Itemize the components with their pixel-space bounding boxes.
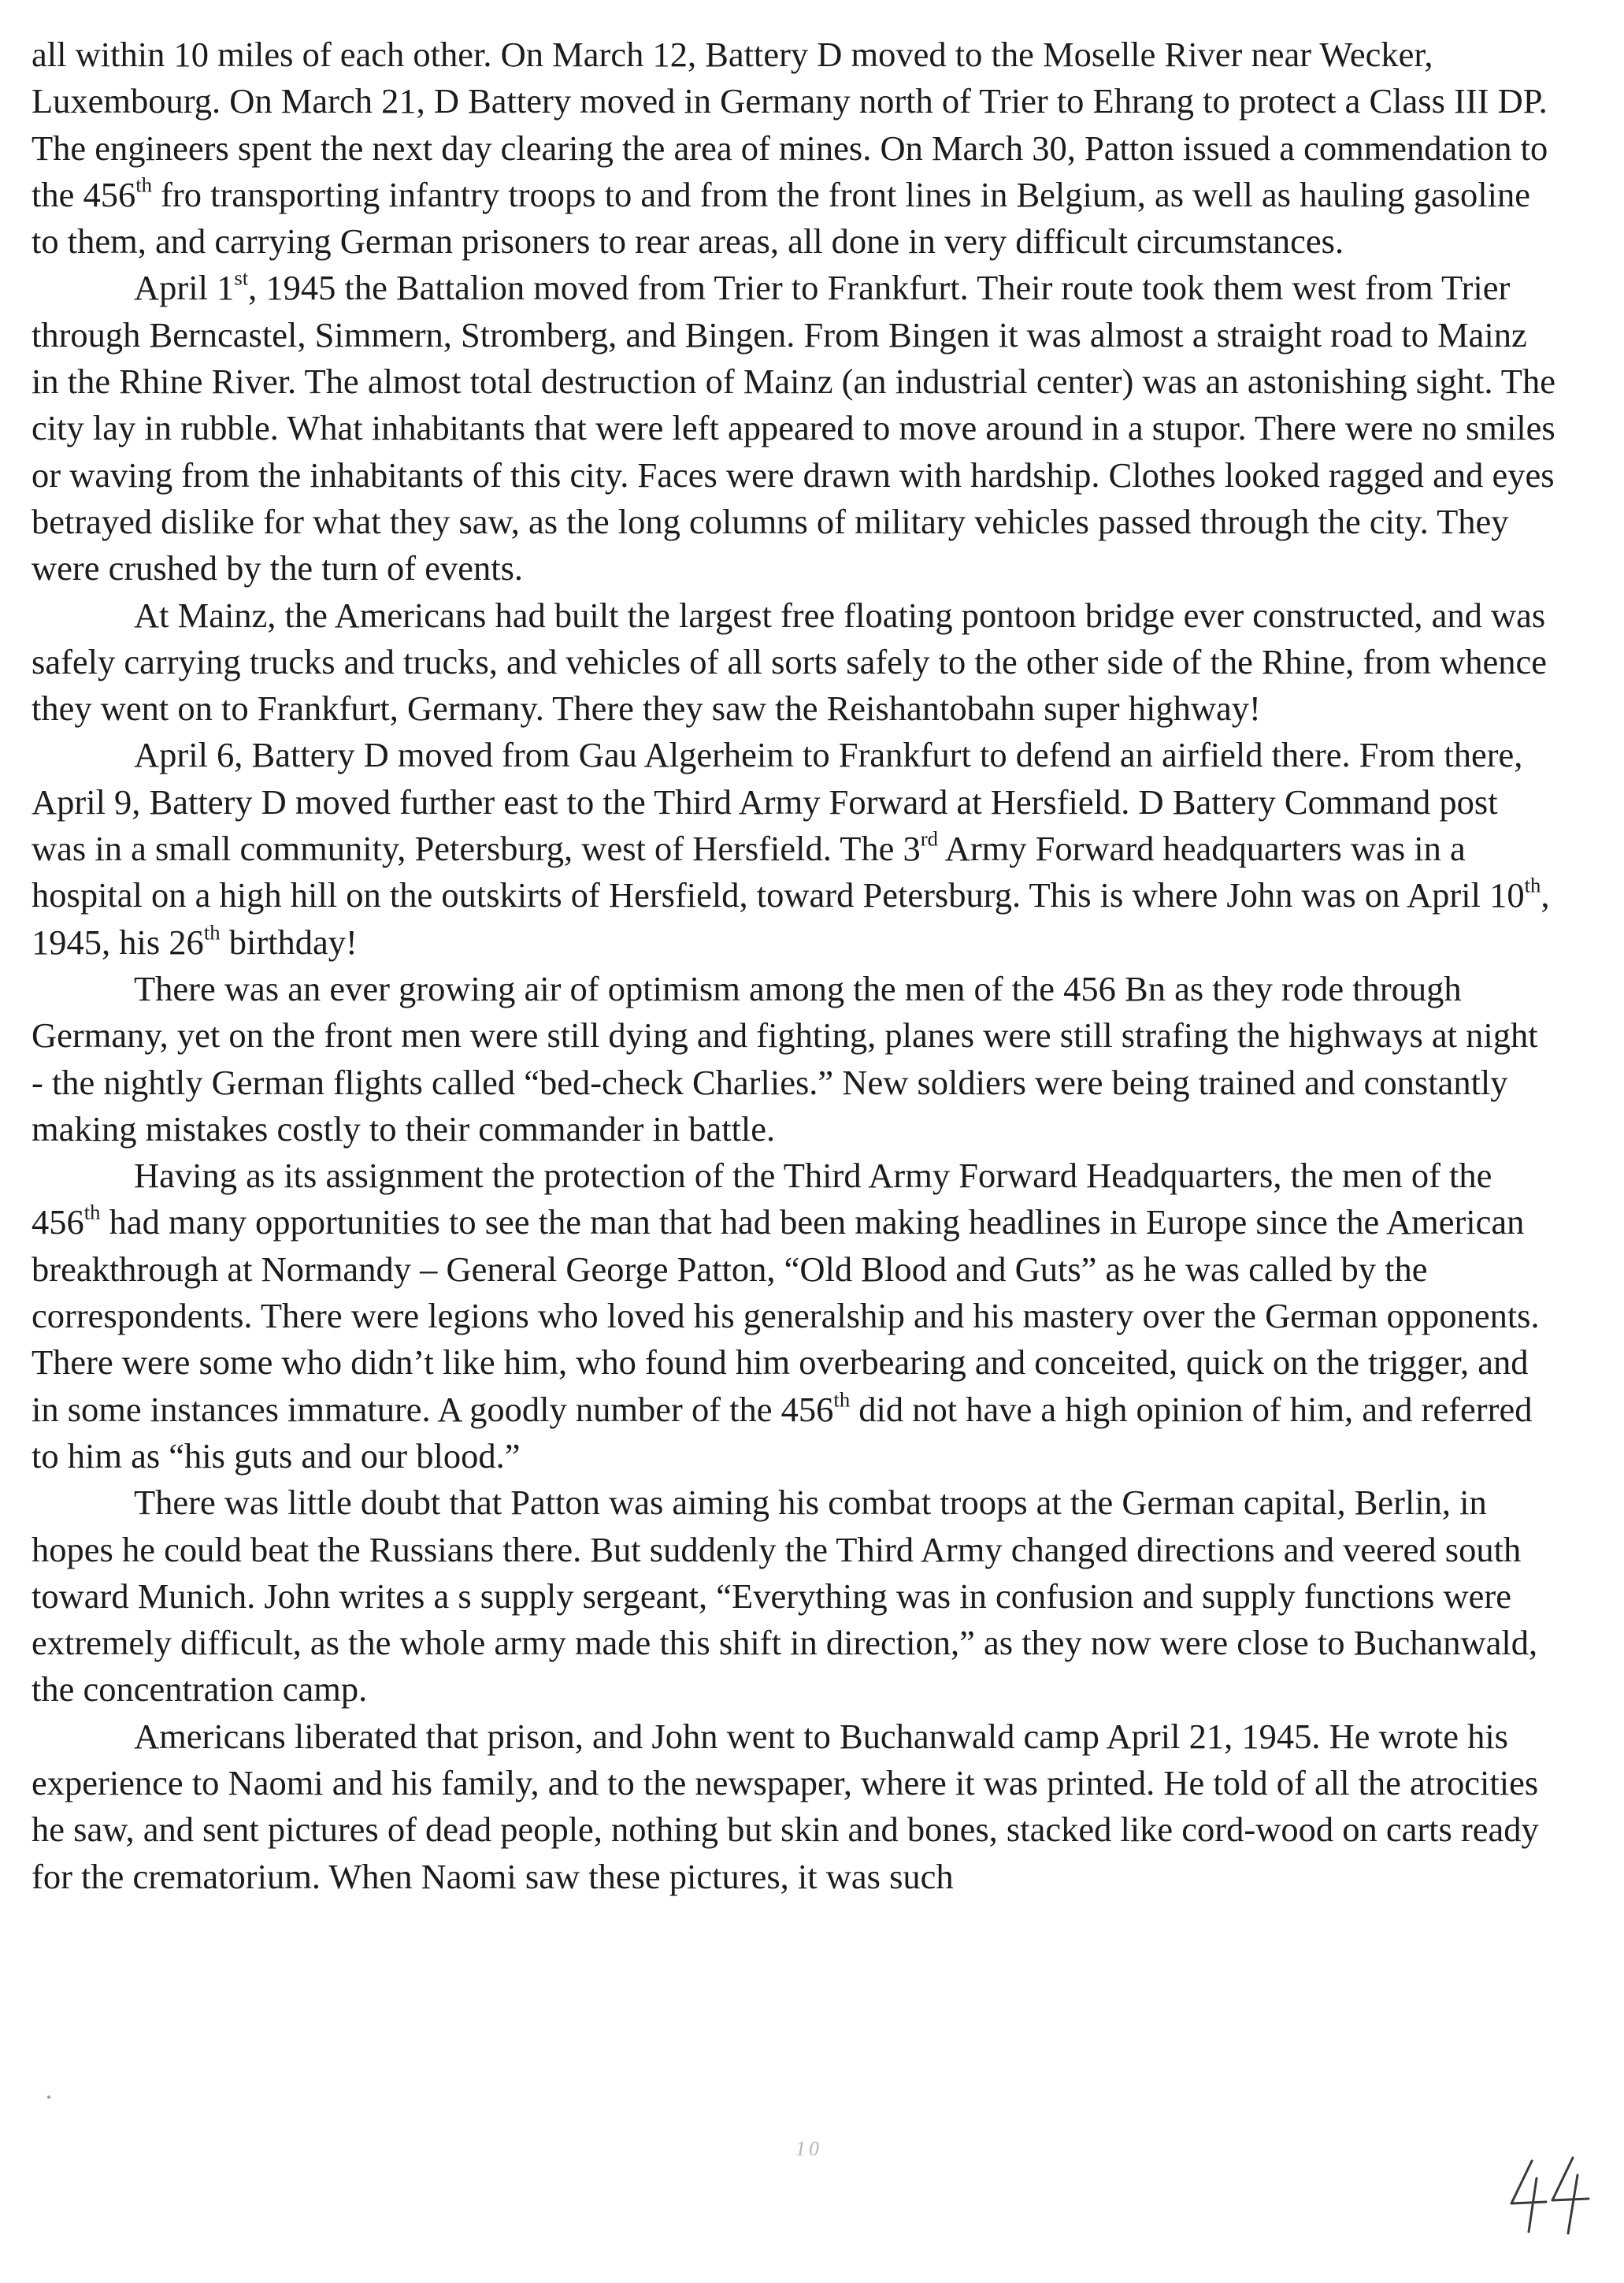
text-run: all within 10 miles of each other. On March 12, Battery D moved to the Moselle River near Wecker, Luxembourg. On March 21, D Battery moved in Germany north of Trier to Ehrang to protect a Class III DP. The engineers spent the next day clearing the area of mines. On March 30, Patton issued a commendation to the 456	[32, 35, 1548, 214]
text-run: , 1945, his 26	[32, 875, 1550, 962]
ordinal-suffix: th	[1524, 873, 1541, 897]
text-run: There was little doubt that Patton was aiming his combat troops at the German capital, Berlin, in hopes he could beat the Russians there. But suddenly the Third Army changed directions and veered south toward Munich. John writes a s supply sergeant, “Everything was in confusion and supply functions were extremely difficult, as the whole army made this shift in direction,” as they now were close to Buchanwald, the concentration camp.	[32, 1483, 1538, 1709]
ordinal-suffix: th	[833, 1387, 851, 1411]
text-run: had many opportunities to see the man that had been making headlines in Europe since the American breakthrough at Normandy – General George Patton, “Old Blood and Guts” as he was called by the correspondents. There were legions who loved his generalship and his mastery over the German opponents. There were some who didn’t like him, who found him overbearing and conceited, quick on the trigger, and in some instances immature. A goodly number of the 456	[32, 1202, 1540, 1429]
paragraph	[32, 592, 1555, 733]
bleed-through-mark: 10	[795, 2137, 822, 2160]
text-run: , 1945 the Battalion moved from Trier to Frankfurt. Their route took them west from Trier through Berncastel, Simmern, Stromberg, and Bingen. From Bingen it was almost a straight road to Mainz in the Rhine River. The almost total destruction of Mainz (an industrial center) was an astonishing sight. The city lay in rubble. What inhabitants that were left appeared to move around in a stupor. There were no smiles or waving from the inhabitants of this city. Faces were drawn with hardship. Clothes looked ragged and eyes betrayed dislike for what they saw, as the long columns of military vehicles passed through the city. They were crushed by the turn of events.	[32, 268, 1555, 588]
text-run: birthday!	[220, 922, 358, 962]
text-run: At Mainz, the Americans had built the largest free floating pontoon bridge ever constructed, and was safely carrying trucks and trucks, and vehicles of all sorts safely to the other side of the Rhine, from whence they went on to Frankfurt, Germany. There they saw the Reishantobahn super highway!	[32, 595, 1548, 729]
ordinal-suffix: st	[234, 265, 249, 290]
paragraph	[32, 1713, 1555, 1900]
paragraph	[32, 966, 1555, 1153]
paragraph	[32, 32, 1555, 265]
text-run: Army Forward headquarters was in a hospital on a high hill on the outskirts of Hersfield, toward Petersburg. This is where John was on April 10	[32, 829, 1525, 915]
paragraph	[32, 265, 1555, 592]
handwritten-page-number-drawing	[1500, 2155, 1595, 2241]
text-run: fro transporting infantry troops to and from the front lines in Belgium, as well as hauling gasoline to them, and carrying German prisoners to rear areas, all done in very difficult circumstances.	[32, 174, 1531, 262]
ordinal-suffix: th	[203, 919, 221, 944]
paragraph	[32, 732, 1555, 965]
text-run: April 6, Battery D moved from Gau Algerheim to Frankfurt to defend an airfield there. From there, April 9, Battery D moved further east to the Third Army Forward at Hersfield. D Battery Command post was in a small community, Petersburg, west of Hersfield. The 3	[32, 735, 1523, 869]
ordinal-suffix: th	[83, 1200, 101, 1224]
document-page	[32, 32, 1555, 1900]
paragraph	[32, 1479, 1555, 1713]
text-run: April 1	[134, 268, 235, 308]
scan-speck	[47, 2096, 50, 2099]
ordinal-suffix: rd	[920, 826, 939, 851]
text-run: Americans liberated that prison, and John went to Buchanwald camp April 21, 1945. He wrote his experience to Naomi and his family, and to the newspaper, where it was printed. He told of all the atrocities he saw, and sent pictures of dead people, nothing but skin and bones, stacked like cord-wood on carts ready for the crematorium. When Naomi saw these pictures, it was such	[32, 1716, 1539, 1896]
handwritten-page-number	[1500, 2155, 1595, 2241]
text-run: did not have a high opinion of him, and referred to him as “his guts and our blood.”	[32, 1389, 1533, 1476]
text-run: Having as its assignment the protection of the Third Army Forward Headquarters, the men of the 456	[32, 1156, 1492, 1242]
ordinal-suffix: th	[135, 173, 153, 197]
text-run: There was an ever growing air of optimism among the men of the 456 Bn as they rode through Germany, yet on the front men were still dying and fighting, planes were still strafing the highways at night - the nightly German flights called “bed-check Charlies.” New soldiers were being trained and constantly making mistakes costly to their commander in battle.	[32, 968, 1538, 1149]
paragraph	[32, 1153, 1555, 1479]
